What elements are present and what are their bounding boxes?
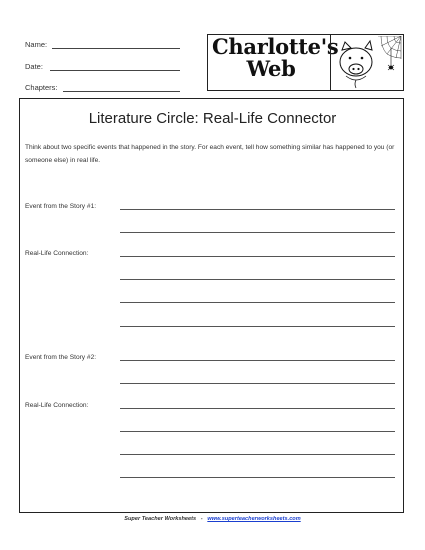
event-2-line-1[interactable] (120, 360, 395, 361)
instructions-text: Think about two specific events that happened in the story. For each event, tell how something similar has happened to you (or someone else) in real life. (25, 144, 395, 164)
connection-2-line-2[interactable] (120, 431, 395, 432)
event-1-line-1[interactable] (120, 209, 395, 210)
book-logo (207, 34, 404, 91)
chapters-field[interactable] (63, 91, 180, 92)
connection-2-line-3[interactable] (120, 454, 395, 455)
date-label: Date: (25, 62, 43, 71)
date-field[interactable] (50, 70, 180, 71)
event-1-line-2[interactable] (120, 232, 395, 233)
footer-url-link[interactable]: www.superteacherworksheets.com (207, 516, 301, 522)
book-title-line1: Charlotte's (212, 34, 339, 59)
book-title-line2: Web (246, 56, 296, 81)
event-1-label: Event from the Story #1: (25, 203, 97, 210)
page-title: Literature Circle: Real-Life Connector (88, 110, 337, 127)
connection-1-line-3[interactable] (120, 302, 395, 303)
connection-2-line-4[interactable] (120, 477, 395, 478)
book-title (212, 34, 339, 81)
connection-1-label: Real-Life Connection: (25, 250, 89, 257)
footer (0, 516, 425, 522)
name-label: Name: (25, 40, 48, 49)
event-2-line-2[interactable] (120, 383, 395, 384)
event-2-label: Event from the Story #2: (25, 354, 97, 361)
connection-1-line-2[interactable] (120, 279, 395, 280)
footer-brand: Super Teacher Worksheets (124, 516, 197, 522)
name-field[interactable] (52, 48, 180, 49)
pig-with-spiderweb-icon (332, 36, 402, 89)
connection-1-line-1[interactable] (120, 256, 395, 257)
connection-1-line-4[interactable] (120, 326, 395, 327)
connection-2-line-1[interactable] (120, 408, 395, 409)
chapters-label: Chapters: (25, 83, 58, 92)
logo-divider (330, 35, 331, 90)
connection-2-label: Real-Life Connection: (25, 402, 89, 409)
footer-separator: - (200, 516, 203, 522)
